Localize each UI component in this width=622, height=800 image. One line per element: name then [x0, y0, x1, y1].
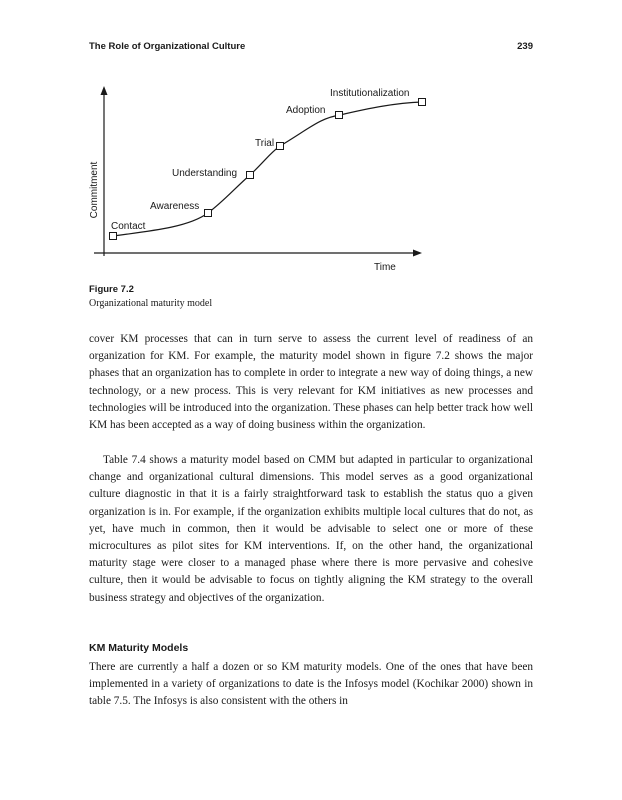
stage-label-institutionalization: Institutionalization: [330, 88, 410, 99]
running-head: [89, 41, 533, 57]
stage-marker-adoption: [336, 112, 343, 119]
maturity-curve: [113, 102, 422, 236]
stage-label-understanding: Understanding: [172, 168, 238, 179]
stage-label-adoption: Adoption: [286, 105, 326, 116]
body-paragraph: Table 7.4 shows a maturity model based on CMM but adapted in particular to organizational change and organizational cultural dimensions. This model serves as a good organizational culture diagnostic in that it is a fairly straightforward task to establish the status quo a given organization is in. For example, if the organization exhibits multiple local cultures that do not, as yet, have much in common, then it would be advisable to select one or more of these microcultures as pilot sites for KM interventions. If, on the other hand, the organizational maturity stage were closer to a managed phase where there is more pervasive and cohesive culture, then it would be advisable to focus on tightly aligning the KM strategy to the overall business strategy and objectives of the organization.: [89, 454, 533, 604]
stage-label-trial: Trial: [255, 138, 275, 149]
stage-label-contact: Contact: [111, 221, 146, 232]
y-axis-label: Commitment: [89, 161, 100, 219]
maturity-model-diagram: [80, 78, 540, 278]
body-paragraph: There are currently a half a dozen or so KM maturity models. One of the ones that have been implemented in a variety of organizations to date is the Infosys model (Kochikar 2000) shown in table 7.5. The Infosys is also consistent with the others in: [89, 661, 533, 708]
page-number: 239: [517, 41, 533, 52]
stage-marker-contact: [110, 233, 117, 240]
stage-marker-awareness: [205, 210, 212, 217]
body-paragraph: cover KM processes that can in turn serve to assess the current level of readiness of an organization for KM. For example, the maturity model shown in figure 7.2 shows the major phases that an organization has to complete in order to integrate a new way of doing things, a new technology, or a new process. This is very relevant for KM initiatives as new processes and technologies will be introduced into the organization. These phases can help better track how well KM has been accepted as a way of doing business within the organization.: [89, 333, 533, 432]
x-axis-arrow: [413, 250, 422, 257]
stage-label-awareness: Awareness: [150, 201, 200, 212]
figure-caption: Organizational maturity model: [89, 298, 213, 309]
y-axis-arrow: [101, 86, 108, 95]
stage-marker-trial: [277, 143, 284, 150]
maturity-model-figure: [80, 78, 540, 278]
figure-label: Figure 7.2: [89, 284, 134, 295]
x-axis-label: Time: [374, 262, 396, 273]
stage-marker-institutionalization: [419, 99, 426, 106]
stage-marker-understanding: [247, 172, 254, 179]
running-head-title: The Role of Organizational Culture: [89, 41, 246, 52]
section-heading: KM Maturity Models: [89, 642, 189, 654]
